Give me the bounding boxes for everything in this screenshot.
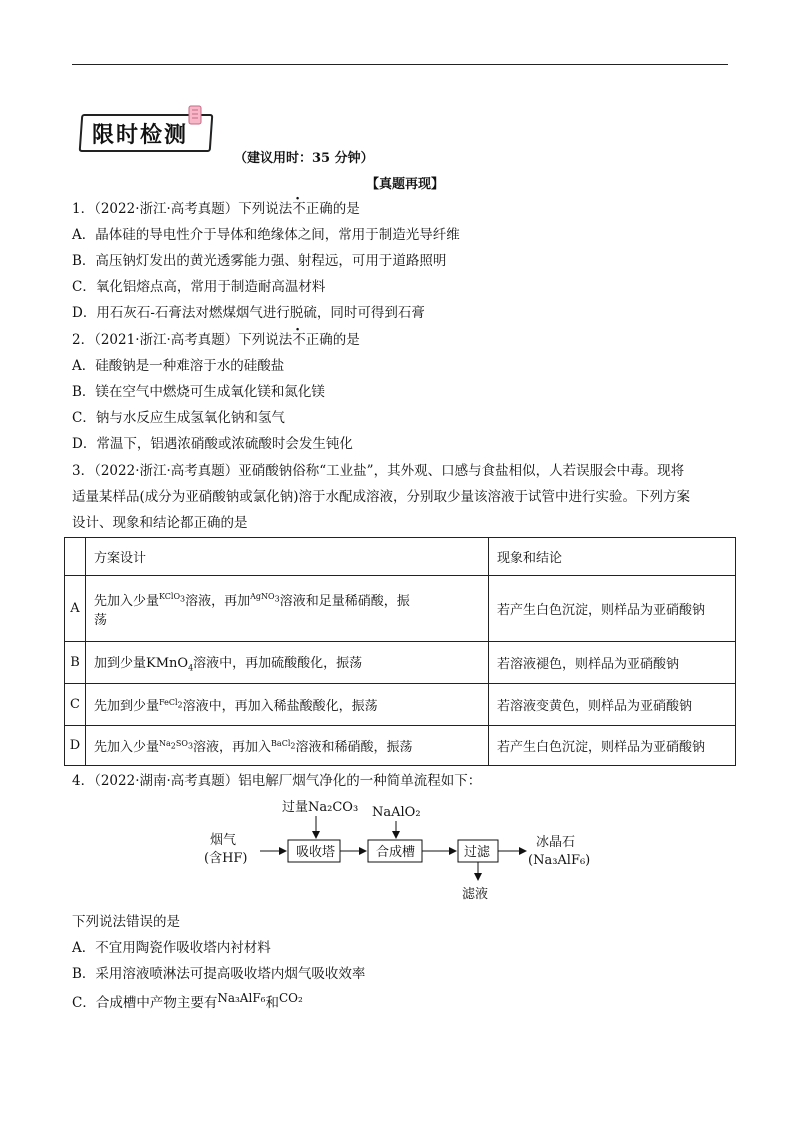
- q1-emphasis: 不正确: [292, 201, 333, 217]
- reagent-formula: [159, 740, 193, 755]
- table-row: [65, 684, 736, 726]
- reagent-na2so3: Na: [159, 738, 171, 748]
- table-row: [65, 642, 736, 684]
- table-header-blank: [65, 538, 86, 576]
- table-header-row: [65, 538, 736, 576]
- q4-stem: 4．（2022·湖南·高考真题）铝电解厂烟气净化的一种简单流程如下：: [72, 773, 482, 789]
- flow-box-filter-label: 过滤: [464, 845, 491, 860]
- table-header-design: 方案设计: [86, 538, 489, 576]
- row-result: 若溶液褪色，则样品为亚硝酸钠: [489, 642, 736, 684]
- flow-filtrate-label: 滤液: [462, 887, 489, 902]
- row-label: D: [65, 726, 86, 766]
- q1-stem-suffix: 的是: [332, 201, 360, 217]
- design-text: 荡: [94, 612, 108, 628]
- flow-reagent-1: 过量Na₂CO₃: [282, 800, 359, 815]
- flow-box-absorber-label: 吸收塔: [296, 845, 336, 860]
- reagent-subscript: 2: [170, 741, 176, 751]
- q1-option-b: B．高压钠灯发出的黄光透雾能力强、射程远，可用于道路照明: [72, 253, 447, 269]
- reagent-agno3: AgNO: [250, 592, 275, 602]
- flow-diagram: [200, 794, 600, 910]
- row-label: C: [65, 684, 86, 726]
- q4-option-c-prefix: C．合成槽中产物主要有: [72, 995, 218, 1011]
- reagent-formula: [159, 594, 185, 609]
- flow-input-note: (含HF): [204, 851, 248, 866]
- q2-stem: [72, 330, 360, 350]
- suggested-time: （建议用时：35 分钟）: [234, 151, 374, 166]
- section-badge: [76, 108, 216, 152]
- design-text: 溶液中，再加入稀盐酸酸化，振荡: [182, 699, 378, 714]
- row-result: 若产生白色沉淀，则样品为亚硝酸钠: [489, 726, 736, 766]
- reagent-subscript: 4: [188, 663, 194, 673]
- table-row: [65, 576, 736, 642]
- reagent-fecl2: FeCl: [159, 697, 178, 707]
- design-text: 溶液中，再加硫酸酸化，振荡: [193, 656, 363, 672]
- row-label: A: [65, 576, 86, 642]
- q1-option-a: A．晶体硅的导电性介于导体和绝缘体之间，常用于制造光导纤维: [72, 227, 460, 243]
- design-text: 溶液和稀硝酸，振荡: [295, 740, 413, 755]
- design-text: 先加到少量: [94, 699, 160, 714]
- row-design: [86, 642, 489, 684]
- badge-title: 限时检测: [92, 123, 189, 148]
- reagent-kclo3: KClO: [159, 592, 181, 602]
- flow-product-label: 冰晶石: [536, 835, 576, 850]
- q4-option-c: [72, 993, 303, 1013]
- flow-input-label: 烟气: [210, 833, 237, 848]
- q1-stem-prefix: 1．（2022·浙江·高考真题）下列说法: [72, 201, 293, 217]
- row-design: [86, 576, 489, 642]
- q1-option-c: C．氧化铝熔点高，常用于制造耐高温材料: [72, 279, 326, 295]
- row-label: B: [65, 642, 86, 684]
- flow-box-synthesis-label: 合成槽: [376, 845, 416, 860]
- reagent-subscript: 2: [290, 741, 296, 751]
- q2-stem-prefix: 2．（2021·浙江·高考真题）下列说法: [72, 332, 293, 348]
- reagent-subscript: 3: [180, 594, 186, 604]
- section-title: 【真题再现】: [366, 177, 445, 192]
- q2-option-c: C．钠与水反应生成氢氧化钠和氢气: [72, 410, 285, 426]
- table-header-result: 现象和结论: [489, 538, 736, 576]
- q4-option-b: B．采用溶液喷淋法可提高吸收塔内烟气吸收效率: [72, 966, 366, 982]
- row-design: [86, 726, 489, 766]
- q2-option-a: A．硅酸钠是一种难溶于水的硅酸盐: [72, 358, 285, 374]
- q2-emphasis: 不正确: [292, 332, 333, 348]
- q3-stem-line-1: 3．（2022·浙江·高考真题）亚硝酸钠俗称“工业盐”，其外观、口感与食盐相似，人若误服会中毒。现将: [72, 463, 685, 479]
- q3-table: [64, 537, 736, 766]
- row-design: [86, 684, 489, 726]
- flow-product-formula: (Na₃AlF₆): [528, 853, 591, 868]
- flow-reagent-2: NaAlO₂: [372, 805, 421, 820]
- q2-stem-suffix: 的是: [332, 332, 360, 348]
- header-rule: [72, 64, 728, 65]
- q4-option-c-mid: 和: [265, 995, 279, 1011]
- reagent-formula: [159, 699, 183, 714]
- design-text: 加到少量: [94, 656, 147, 672]
- reagent-formula: [271, 740, 295, 755]
- row-result: 若溶液变黄色，则样品为亚硝酸钠: [489, 684, 736, 726]
- q4-option-c-chem-2: CO₂: [278, 991, 303, 1005]
- reagent-formula: [250, 594, 280, 609]
- reagent-subscript: 2: [177, 700, 183, 710]
- row-result: 若产生白色沉淀，则样品为亚硝酸钠: [489, 576, 736, 642]
- design-text: 先加入少量: [94, 593, 160, 609]
- paperclip-icon: [186, 104, 204, 126]
- design-text: 溶液，再加入: [193, 740, 272, 755]
- reagent-na2so3-part: SO: [175, 738, 188, 748]
- reagent-subscript: 3: [274, 594, 280, 604]
- q2-option-b: B．镁在空气中燃烧可生成氧化镁和氮化镁: [72, 384, 325, 400]
- q1-option-d: D．用石灰石-石膏法对燃煤烟气进行脱硫，同时可得到石膏: [72, 305, 425, 321]
- q4-question: 下列说法错误的是: [72, 914, 180, 930]
- design-text: 溶液，再加: [185, 593, 251, 609]
- q3-stem-line-2: 适量某样品(成分为亚硝酸钠或氯化钠)溶于水配成溶液，分别取少量该溶液于试管中进行实验。下列方案: [72, 489, 691, 505]
- reagent-kmno4: KMnO: [146, 656, 189, 672]
- reagent-bacl2: BaCl: [271, 738, 291, 748]
- q3-stem-line-3: 设计、现象和结论都正确的是: [72, 515, 248, 531]
- design-text: 溶液和足量稀硝酸，振: [279, 593, 410, 609]
- reagent-formula: [146, 656, 193, 671]
- q2-option-d: D．常温下，铝遇浓硝酸或浓硫酸时会发生钝化: [72, 436, 353, 452]
- q4-option-c-chem-1: Na₃AlF₆: [217, 991, 266, 1005]
- q4-option-a: A．不宜用陶瓷作吸收塔内衬材料: [72, 940, 271, 956]
- design-text: 先加入少量: [94, 740, 160, 755]
- reagent-subscript: 3: [187, 741, 194, 751]
- q1-stem: [72, 199, 360, 219]
- table-row: [65, 726, 736, 766]
